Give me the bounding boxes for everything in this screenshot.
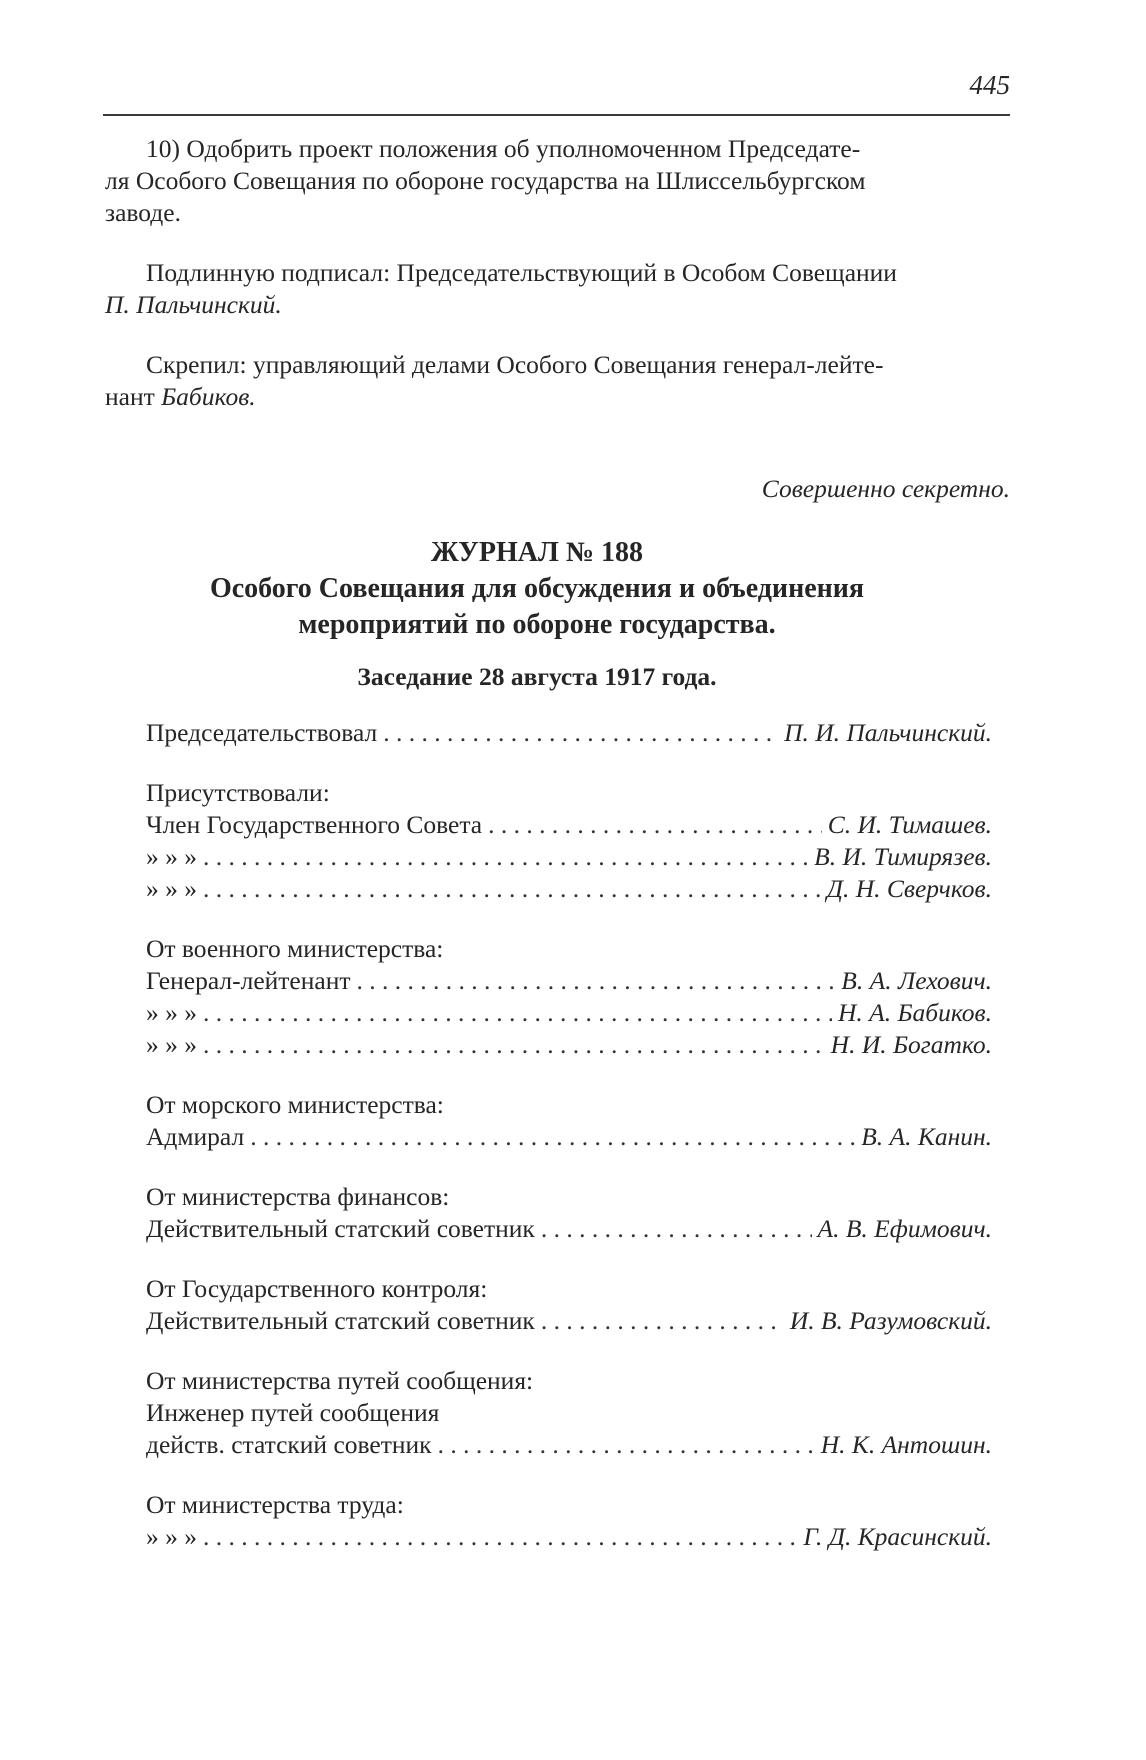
attendee-title: Член Государственного Совета [146,810,483,839]
attendee-name: Н. А. Бабиков. [837,998,992,1027]
group-subheading: Инженер путей сообщения [146,1398,440,1427]
leader-dots [438,1429,815,1461]
attendee-row [146,1305,992,1337]
attendee-row [146,1213,992,1245]
chair-label: Председательствовал [146,718,378,747]
attendee-title: действ. статский советник [146,1430,432,1459]
group-state-council [146,777,992,905]
attester-name: Бабиков. [161,382,256,411]
attendee-name: Н. К. Антошин. [820,1430,992,1459]
group-heading: От Государственного контроля: [146,1274,488,1303]
leader-dots [357,965,836,997]
page-content [105,133,1010,1553]
ditto-mark: » » » [146,1522,197,1551]
leader-dots [203,1521,797,1553]
text-line: 10) Одобрить проект положения об уполномоченном Председате- [146,134,861,163]
leader-dots [541,1305,784,1337]
journal-subtitle-line-2: мероприятий по обороне государства. [298,609,776,640]
group-navy-ministry [146,1089,992,1153]
group-war-ministry [146,933,992,1061]
leader-dots [203,997,832,1029]
group-labour-ministry [146,1489,992,1553]
attendee-name: В. А. Лехович. [841,966,992,995]
text-line: ля Особого Совещания по обороне государства на Шлиссельбургском [105,166,866,195]
ditto-mark: » » » [146,998,197,1027]
leader-dots [203,841,808,873]
attendee-name: Г. Д. Красинский. [803,1522,992,1551]
leader-dots [541,1213,812,1245]
attendee-name: И. В. Разумовский. [789,1306,992,1335]
attendee-name: В. И. Тимирязев. [814,842,992,871]
ditto-mark: » » » [146,842,197,871]
attestation-paragraph [105,349,1010,413]
group-heading: От военного министерства: [146,934,444,963]
attendee-row [146,841,992,873]
text-line: Подлинную подписал: Председательствующий в Особом Совещании [146,258,897,287]
chair-name: П. И. Пальчинский. [784,718,992,747]
session-date: Заседание 28 августа 1917 года. [357,662,717,691]
leader-dots [250,1121,855,1153]
group-finance-ministry [146,1181,992,1245]
header-rule [103,114,1010,116]
group-state-control [146,1273,992,1337]
leader-dots [203,1029,825,1061]
attendee-title: Генерал-лейтенант [146,966,351,995]
attendee-row [146,809,992,841]
signature-paragraph [105,257,1010,321]
paragraph-item-10 [105,133,1010,229]
attendee-name: Н. И. Богатко. [830,1030,992,1059]
group-railways-ministry [146,1365,992,1461]
group-heading: От министерства финансов: [146,1182,450,1211]
leader-dots [203,873,821,905]
attendee-row [146,1029,992,1061]
attendee-row [146,965,992,997]
attendee-row [146,873,992,905]
group-heading: От министерства путей сообщения: [146,1366,534,1395]
chair-row [146,717,992,749]
attendee-row [146,997,992,1029]
present-heading: Присутствовали: [146,778,330,807]
classification-mark: Совершенно секретно. [761,474,1010,503]
ditto-mark: » » » [146,874,197,903]
attendee-row [146,1121,992,1153]
attendee-name: В. А. Канин. [861,1122,992,1151]
text-line: Скрепил: управляющий делами Особого Совещания генерал-лейте- [146,350,884,379]
attendee-row [146,1429,992,1461]
group-heading: От министерства труда: [146,1490,404,1519]
attendee-name: А. В. Ефимович. [817,1214,992,1243]
ditto-mark: » » » [146,1030,197,1059]
journal-title: ЖУРНАЛ № 188 [431,537,643,568]
leader-dots [488,809,822,841]
text-line [105,381,1010,413]
attested-prefix: нант [105,382,162,411]
attendee-title: Действительный статский советник [146,1214,535,1243]
leader-dots [383,717,778,749]
signatory-name: П. Пальчинский. [105,290,282,319]
text-line: заводе. [105,198,181,227]
journal-subtitle-line-1: Особого Совещания для обсуждения и объединения [209,573,865,604]
attendee-title: Действительный статский советник [146,1306,535,1335]
page-number: 445 [969,70,1010,100]
attendee-row [146,1521,992,1553]
attendee-title: Адмирал [146,1122,245,1151]
attendee-name: С. И. Тимашев. [827,810,992,839]
group-heading: От морского министерства: [146,1090,444,1119]
attendee-name: Д. Н. Сверчков. [826,874,992,903]
